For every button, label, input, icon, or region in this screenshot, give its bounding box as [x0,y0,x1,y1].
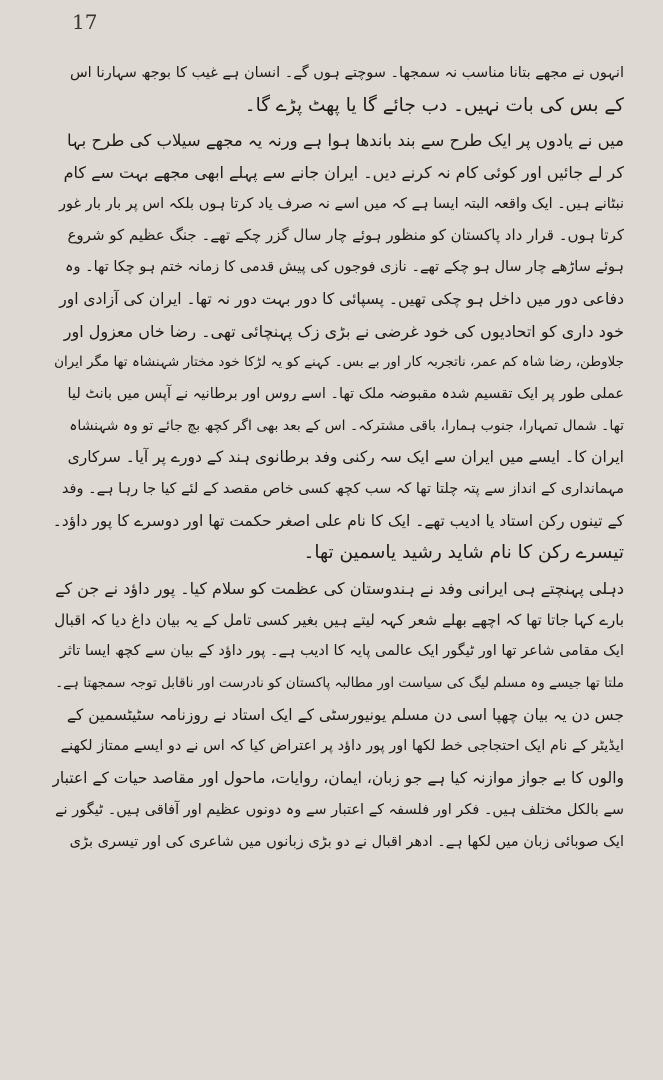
text-line: ایران کا۔ ایسے میں ایران سے ایک سہ رکنی وفد برطانوی ہند کے دورے پر آیا۔ سرکاری [67,448,624,467]
text-line: ہوئے ساڑھے چار سال ہو چکے تھے۔ نازی فوجوں کی پیش قدمی کا زمانہ ختم ہو چکا تھا۔ وہ [65,259,624,276]
text-line: ایڈیٹر کے نام ایک احتجاجی خط لکھا اور پور داؤد پر اعتراض کیا کہ اس نے دو ایسے ممتاز لکھنے [60,738,624,755]
text-line: انہوں نے مجھے بتانا مناسب نہ سمجھا۔ سوچتے ہوں گے۔ انسان ہے غیب کا بوجھ سہارنا اس [69,65,624,81]
text-line: جس دن یہ بیان چھپا اسی دن مسلم یونیورسٹی کے ایک استاد نے روزنامہ سٹیٹسمین کے [66,705,624,724]
text-line: نبٹانے ہیں۔ ایک واقعہ البتہ ایسا ہے کہ میں اسے نہ صرف یاد کرتا ہوں بلکہ اس پر بار بار غور [58,195,624,212]
text-line: کے بس کی بات نہیں۔ دب جائے گا یا پھٹ پڑے گا۔ [244,94,624,116]
text-line: بارے کہا جاتا تھا کہ اچھے بھلے شعر کہہ لیتے ہیں بغیر کسی تامل کے یہ بیان داغ دیا کہ اقبال [54,610,624,629]
text-line: جلاوطن، رضا شاہ کم عمر، ناتجربہ کار اور بے بس۔ کہنے کو یہ لڑکا خود مختار شہنشاہ تھا مگر ایران [54,354,624,371]
text-line: میں نے یادوں پر ایک طرح سے بند باندھا ہوا ہے ورنہ یہ مجھے سیلاب کی طرح بہا [66,131,624,151]
page-text [52,58,624,858]
text-line: کے تینوں رکن استاد یا ادیب تھے۔ ایک کا نام علی اصغر حکمت تھا اور دوسرے کا پور داؤد۔ [52,511,624,530]
text-line: دفاعی دور میں داخل ہو چکی تھیں۔ پسپائی کا دور بہت دور نہ تھا۔ ایران کی آزادی اور [59,289,624,308]
text-line: ایک صوبائی زبان میں لکھا ہے۔ ادھر اقبال نے دو بڑی زبانوں میں شاعری کی اور تیسری بڑی [69,833,624,850]
text-line: تیسرے رکن کا نام شاید رشید یاسمین تھا۔ [303,542,624,564]
text-line: دہلی پہنچتے ہی ایرانی وفد نے ہندوستان کی عظمت کو سلام کیا۔ پور داؤد نے جن کے [55,579,624,598]
text-line: تھا۔ شمال تمہارا، جنوب ہمارا، باقی مشترکہ۔ اس کے بعد بھی اگر کچھ بچ جائے تو وہ شہنشاہ [69,417,624,434]
text-line: والوں کا بے جواز موازنہ کیا ہے جو زبان، ایمان، روایات، ماحول اور مقاصد حیات کے اعتبار [52,769,624,788]
text-line: ایک مقامی شاعر تھا اور ٹیگور ایک عالمی پایہ کا ادیب ہے۔ پور داؤد کے بیان سے کچھ ایسا تاثر [59,643,624,660]
text-line: مہمانداری کے انداز سے پتہ چلتا تھا کہ سب کچھ کسی خاص مقصد کے لئے کیا جا رہا ہے۔ وفد [61,480,624,497]
text-line: ملتا تھا جیسے وہ مسلم لیگ کی سیاست اور مطالبہ پاکستان کو نادرست اور ناقابل توجہ سمجھتا ہے۔ [55,675,624,692]
text-line: سے بالکل مختلف ہیں۔ فکر اور فلسفہ کے اعتبار سے وہ دونوں عظیم اور آفاقی ہیں۔ ٹیگور نے [55,801,624,818]
text-line: کرتا ہوں۔ قرار داد پاکستان کو منظور ہوئے چار سال گزر چکے تھے۔ جنگ عظیم کو شروع [67,226,624,245]
text-line: کر لے جائیں اور کوئی کام نہ کرنے دیں۔ ایران جانے سے پہلے ابھی مجھے بہت سے کام [63,163,624,183]
page-number: 17 [72,10,98,34]
text-line: عملی طور پر ایک تقسیم شدہ مقبوضہ ملک تھا۔ اسے روس اور برطانیہ نے آپس میں بانٹ لیا [67,385,624,402]
text-line: خود داری کو اتحادیوں کی خود غرضی نے بڑی زک پہنچائی تھی۔ رضا خاں معزول اور [63,321,624,341]
